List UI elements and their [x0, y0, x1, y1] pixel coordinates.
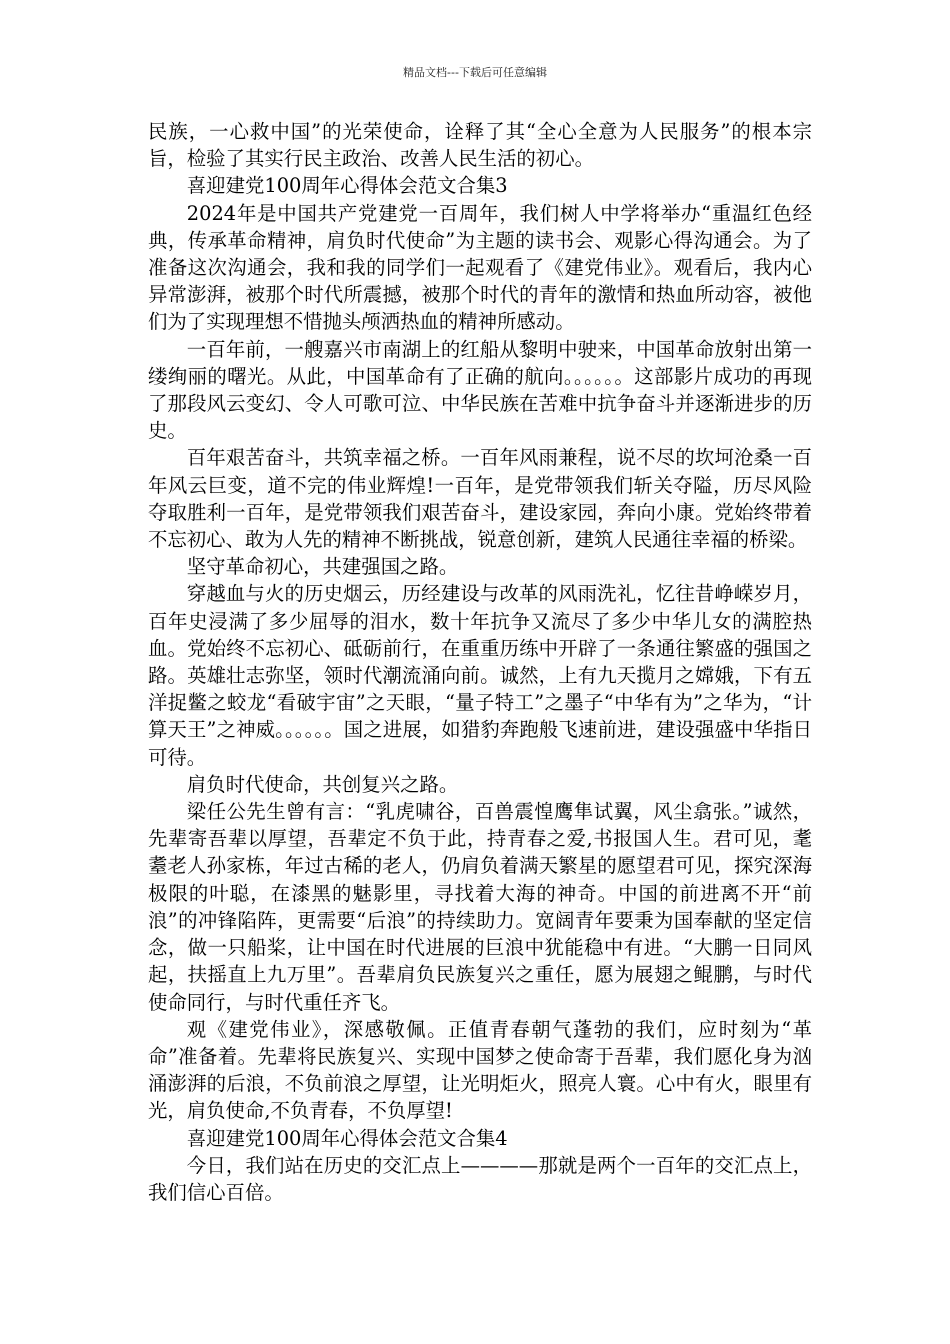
document-body — [148, 118, 812, 1206]
paragraph: 百年艰苦奋斗，共筑幸福之桥。一百年风雨兼程，说不尽的坎坷沧桑一百年风云巨变，道不完的伟业辉煌!一百年，是党带领我们斩关夺隘，历尽风险夺取胜利一百年，是党带领我们艰苦奋斗，建设家园，奔向小康。党始终带着不忘初心、敢为人先的精神不断挑战，锐意创新，建筑人民通往幸福的桥梁。 — [148, 446, 812, 552]
paragraph-continued: 民族，一心救中国”的光荣使命，诠释了其“全心全意为人民服务”的根本宗旨，检验了其实行民主政治、改善人民生活的初心。 — [148, 120, 812, 171]
paragraph: 一百年前，一艘嘉兴市南湖上的红船从黎明中驶来，中国革命放射出第一缕绚丽的曙光。从此，中国革命有了正确的航向。。。。。。这部影片成功的再现了那段风云变幻、令人可歌可泣、中华民族在苦难中抗争奋斗并逐渐进步的历史。 — [148, 337, 812, 443]
page-header: 精品文档---下载后可任意编辑 — [403, 66, 547, 79]
subheading-paragraph: 坚守革命初心，共建强国之路。 — [186, 555, 459, 579]
paragraph: 2024年是中国共产党建党一百周年，我们树人中学将举办“重温红色经典，传承革命精神，肩负时代使命”为主题的读书会、观影心得沟通会。为了准备这次沟通会，我和我的同学们一起观看了《建党伟业》。观看后，我内心异常澎湃，被那个时代所震撼，被那个时代的青年的激情和热血所动容，被他们为了实现理想不惜抛头颅洒热血的精神所感动。 — [148, 201, 812, 334]
paragraph: 观《建党伟业》，深感敬佩。正值青春朝气蓬勃的我们，应时刻为“革命”准备着。先辈将民族复兴、实现中国梦之使命寄于吾辈，我们愿化身为汹涌澎湃的后浪，不负前浪之厚望，让光明炬火，照亮人寰。心中有火，眼里有光，肩负使命,不负青春，不负厚望! — [148, 1017, 812, 1123]
section-heading-4: 喜迎建党100周年心得体会范文合集4 — [186, 1126, 508, 1150]
paragraph: 梁任公先生曾有言：“乳虎啸谷，百兽震惶鹰隼试翼，风尘翕张。”诚然，先辈寄吾辈以厚望，吾辈定不负于此，持青春之爱,书报国人生。君可见，耄耋老人孙家栋，年过古稀的老人，仍肩负着满天繁星的愿望君可见，探究深海极限的叶聪，在漆黑的魅影里，寻找着大海的神奇。中国的前进离不开“前浪”的冲锋陷阵，更需要“后浪”的持续助力。宽阔青年要秉为国奉献的坚定信念，做一只船桨，让中国在时代进展的巨浪中犹能稳中有进。“大鹏一日同风起，扶摇直上九万里”。吾辈肩负民族复兴之重任，愿为展翅之鲲鹏，与时代使命同行，与时代重任齐飞。 — [148, 800, 812, 1014]
subheading-paragraph: 肩负时代使命，共创复兴之路。 — [186, 772, 459, 796]
section-heading-3: 喜迎建党100周年心得体会范文合集3 — [186, 174, 508, 198]
paragraph: 穿越血与火的历史烟云，历经建设与改革的风雨洗礼，忆往昔峥嵘岁月，百年史浸满了多少屈辱的泪水，数十年抗争又流尽了多少中华儿女的满腔热血。党始终不忘初心、砥砺前行，在重重历练中开辟了一条通往繁盛的强国之路。英雄壮志弥坚，领时代潮流涌向前。诚然，上有九天揽月之嫦娥，下有五洋捉鳖之蛟龙“看破宇宙”之天眼，“量子特工”之墨子“中华有为”之华为，“计算天王”之神威。。。。。。国之进展，如猎豹奔跑般飞速前进，建设强盛中华指日可待。 — [148, 582, 812, 769]
paragraph: 今日，我们站在历史的交汇点上————那就是两个一百年的交汇点上，我们信心百倍。 — [148, 1153, 812, 1204]
